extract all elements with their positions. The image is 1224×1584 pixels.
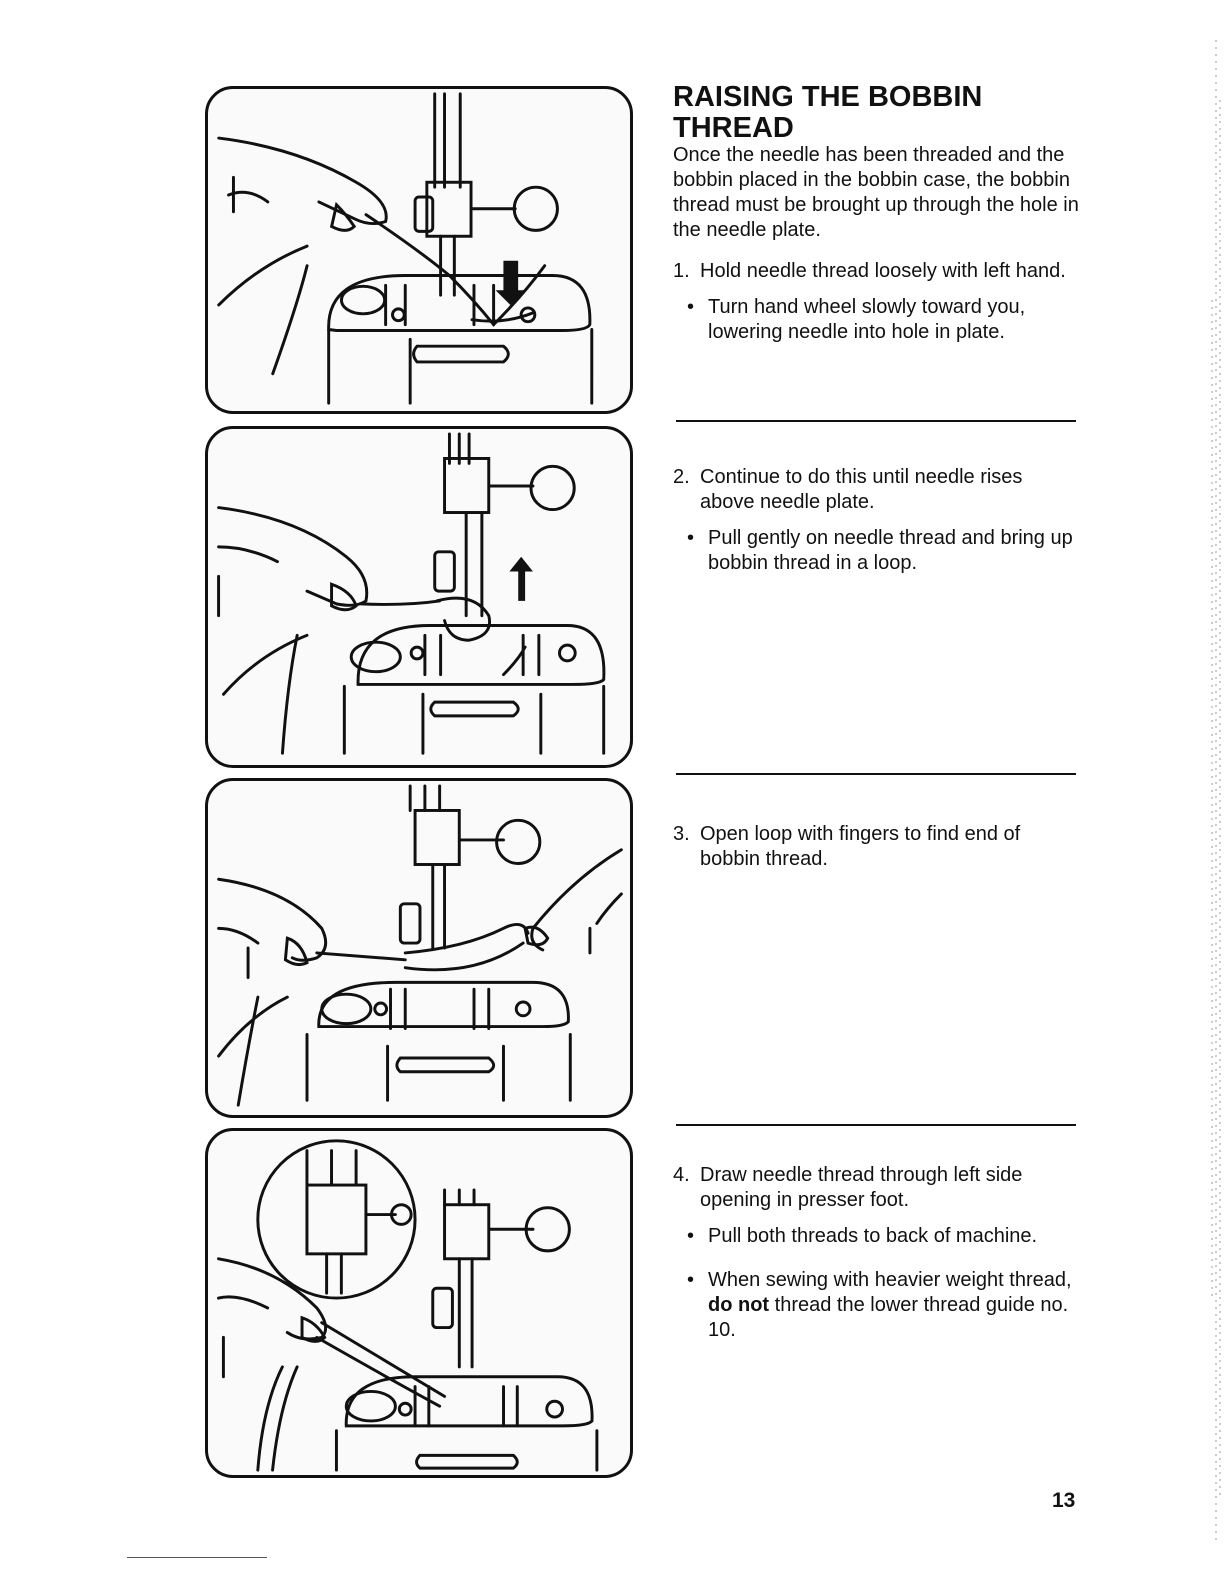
step-number: 4. <box>673 1164 690 1186</box>
illustration-step-1 <box>205 86 633 414</box>
emphasis-do-not: do not <box>708 1294 770 1316</box>
bullet-icon: • <box>687 1269 695 1291</box>
section-divider <box>676 1124 1076 1126</box>
step-4 <box>673 1163 1073 1343</box>
bullet-icon: • <box>687 296 695 318</box>
raising-thread-drawing <box>208 429 630 765</box>
step-3 <box>673 822 1073 872</box>
bullet-icon: • <box>687 527 695 549</box>
step-bullet <box>673 1224 1073 1249</box>
bullet-text: Pull gently on needle thread and bring up bobbin thread in a loop. <box>708 527 1073 574</box>
step-bullet <box>673 295 1073 345</box>
section-divider <box>676 420 1076 422</box>
step-bullet <box>673 526 1073 576</box>
bullet-icon: • <box>687 1225 695 1247</box>
scan-edge-noise <box>1124 0 1224 1584</box>
step-text: Open loop with fingers to find end of bobbin thread. <box>700 823 1021 870</box>
step-number: 2. <box>673 466 690 488</box>
draw-thread-through-foot-drawing <box>208 1131 630 1475</box>
step-1 <box>673 259 1073 345</box>
open-loop-drawing <box>208 781 630 1115</box>
page-number: 13 <box>1052 1489 1076 1512</box>
step-number: 1. <box>673 260 690 282</box>
illustration-step-4 <box>205 1128 633 1478</box>
illustration-step-3 <box>205 778 633 1118</box>
bullet-text: Turn hand wheel slowly toward you, lowering needle into hole in plate. <box>708 296 1026 343</box>
illustration-step-2 <box>205 426 633 768</box>
bullet-text: When sewing with heavier weight thread, do not thread the lower thread guide no. 10. <box>708 1269 1072 1341</box>
step-text: Continue to do this until needle rises above needle plate. <box>700 466 1023 513</box>
step-text: Hold needle thread loosely with left hand. <box>700 260 1066 282</box>
bullet-text: Pull both threads to back of machine. <box>708 1225 1038 1247</box>
section-divider <box>676 773 1076 775</box>
step-number: 3. <box>673 823 690 845</box>
footer-link-underline[interactable] <box>127 1557 267 1558</box>
page-title: RAISING THE BOBBIN THREAD <box>673 81 983 144</box>
lowering-needle-drawing <box>208 89 630 411</box>
intro-paragraph: Once the needle has been threaded and the bobbin placed in the bobbin case, the bobbin thread must be brought up through the hole in the needle plate. <box>673 144 1079 241</box>
step-2 <box>673 465 1073 576</box>
step-bullet <box>673 1268 1073 1343</box>
step-text: Draw needle thread through left side opening in presser foot. <box>700 1164 1023 1211</box>
